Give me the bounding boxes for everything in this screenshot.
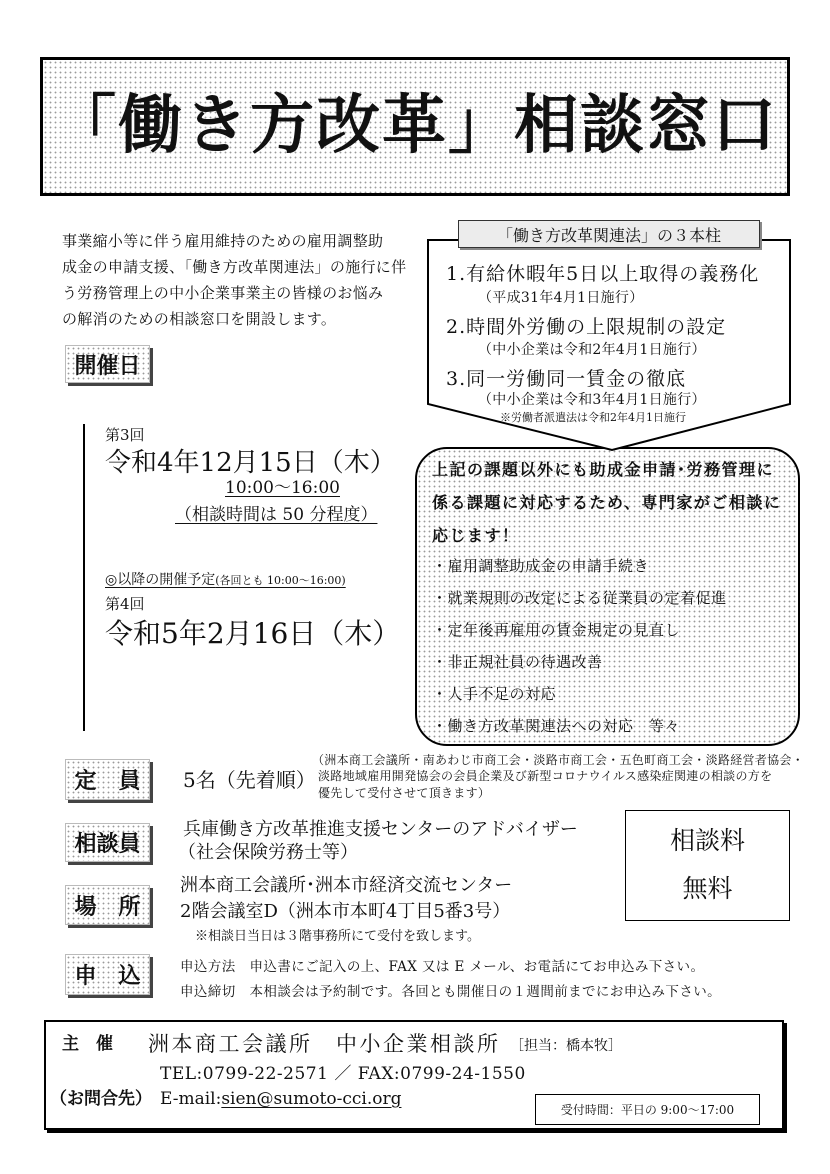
schedule-label: 開催日	[65, 345, 150, 383]
advisor-line: 兵庫働き方改革推進支援センターのアドバイザー	[183, 819, 578, 840]
application-method-label: 申込方法	[180, 959, 236, 975]
upcoming-heading: ◎以降の開催予定	[105, 572, 216, 588]
organizer-label: 主 催	[62, 1034, 113, 1054]
capacity-label: 定 員	[65, 759, 150, 800]
pillar-title: 3.同一労働同一賃金の徹底	[446, 368, 687, 390]
pillars-heading: 「働き方改革関連法」の３本柱	[458, 220, 760, 248]
intro-line: 事業縮小等に伴う雇用維持のための雇用調整助	[62, 232, 384, 250]
upcoming-note: (各回とも 10:00～16:00)	[215, 574, 346, 587]
service-item: ・定年後再雇用の賃金規定の見直し	[432, 621, 681, 639]
service-item: ・人手不足の対応	[432, 685, 557, 703]
page-title: 「働き方改革」相談窓口	[52, 89, 778, 163]
intro-line: の解消のための相談窓口を開設します。	[62, 310, 337, 328]
application-method: 申込書にご記入の上、FAX 又は E メール、お電話にてお申込み下さい。	[249, 959, 705, 975]
capacity-note-line: 淡路地域雇用開発協会の会員企業及び新型コロナウイルス感染症関連の相談の方を	[318, 769, 773, 783]
email-link[interactable]: sien@sumoto-cci.org	[221, 1089, 402, 1109]
application-deadline: 本相談会は予約制です。各回とも開催日の１週間前までにお申込み下さい。	[249, 984, 722, 1000]
pillar-note: （中小企業は令和3年4月1日施行）	[478, 392, 706, 408]
pillar-note: （平成31年4月1日施行）	[478, 290, 644, 306]
title-box	[40, 57, 790, 196]
advisor-label: 相談員	[65, 823, 150, 862]
application-deadline-label: 申込締切	[180, 984, 236, 1000]
session3-time: 10:00～16:00	[225, 478, 340, 498]
advisor-line: （社会保険労務士等）	[178, 842, 358, 863]
phone-fax: TEL:0799-22-2571 ／ FAX:0799-24-1550	[160, 1064, 526, 1084]
service-item: ・働き方改革関連法への対応 等々	[432, 717, 681, 735]
venue-line: 洲本商工会議所･洲本市経済交流センター	[180, 875, 513, 896]
pillars-footnote: ※労働者派遣法は令和2年4月1日施行	[500, 411, 686, 424]
intro-line: 成金の申請支援、「働き方改革関連法」の施行に伴	[62, 258, 407, 276]
application-deadline-line	[180, 986, 721, 1000]
service-item: ・就業規則の改定による従業員の定着促進	[432, 589, 727, 607]
service-item: ・非正規社員の待遇改善	[432, 653, 603, 671]
services-intro-line: 係る課題に対応するため、専門家がご相談に	[432, 493, 782, 512]
application-method-line	[180, 961, 704, 975]
venue-line: 2階会議室D（洲本市本町4丁目5番3号）	[180, 901, 511, 922]
fee-box	[625, 810, 790, 921]
services-intro-line: 上記の課題以外にも助成金申請･労務管理に	[432, 460, 775, 479]
intro-line: う労務管理上の中小企業事業主の皆様のお悩み	[62, 284, 384, 302]
reception-hours: 受付時間：平日の 9:00～17:00	[535, 1094, 760, 1125]
email-label: E-mail:	[160, 1089, 222, 1109]
pillar-title: 1.有給休暇年5日以上取得の義務化	[446, 263, 760, 285]
contact-person: ［担当：橋本牧］	[510, 1038, 622, 1054]
session4-date: 令和5年2月16日（木）	[105, 617, 401, 650]
footer-box	[44, 1020, 784, 1130]
venue-note: ※相談日当日は３階事務所にて受付を致します。	[195, 929, 480, 944]
capacity-note-line: （洲本商工会議所・南あわじ市商工会・淡路市商工会・五色町商工会・淡路経営者協会・	[312, 753, 805, 767]
inquiry-label: （お問合先）	[50, 1089, 152, 1109]
session4-number: 第4回	[105, 595, 145, 613]
session3-number: 第3回	[105, 426, 145, 444]
fee-label: 相談料	[669, 826, 745, 855]
email-line	[160, 1091, 401, 1108]
capacity-value: 5名（先着順）	[183, 768, 316, 792]
capacity-note-line: 優先して受付させて頂きます）	[318, 786, 491, 800]
fee-value: 無料	[682, 874, 733, 903]
upcoming-heading-line	[105, 571, 346, 587]
session3-date: 令和4年12月15日（木）	[105, 448, 396, 478]
application-label: 申 込	[65, 954, 150, 995]
venue-label: 場 所	[65, 885, 150, 925]
pillar-note: （中小企業は令和2年4月1日施行）	[478, 342, 706, 358]
service-item: ・雇用調整助成金の申請手続き	[432, 557, 650, 575]
schedule-divider-line	[83, 424, 85, 731]
services-intro-line: 応じます！	[432, 526, 520, 545]
services-box	[415, 447, 800, 746]
pillar-title: 2.時間外労働の上限規制の設定	[446, 316, 727, 338]
session3-duration: （相談時間は 50 分程度）	[175, 505, 378, 525]
organizer-name: 洲本商工会議所 中小企業相談所	[148, 1032, 501, 1056]
